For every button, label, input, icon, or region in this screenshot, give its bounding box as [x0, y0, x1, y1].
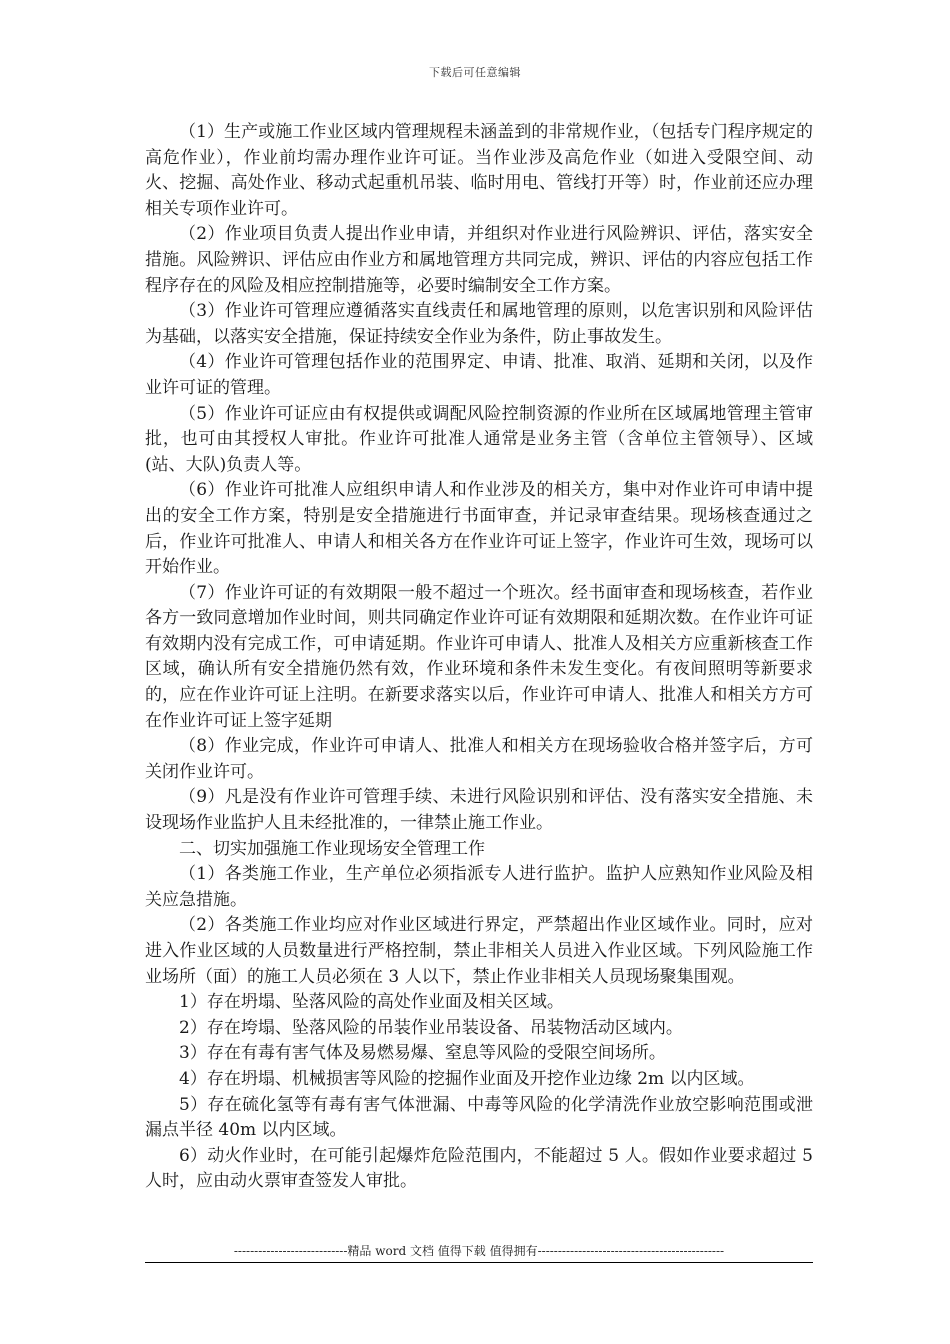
footer-divider [145, 1262, 813, 1263]
paragraph-5: （5）作业许可证应由有权提供或调配风险控制资源的作业所在区域属地管理主管审批，也可由其授权人审批。作业许可批准人通常是业务主管（含单位主管领导）、区域(站、大队)负责人等。 [145, 403, 813, 475]
paragraph-7: （7）作业许可证的有效期限一般不超过一个班次。经书面审查和现场核查，若作业各方一致同意增加作业时间，则共同确定作业许可证有效期限和延期次数。在作业许可证有效期内没有完成工作，可申请延期。作业许可申请人、批准人及相关方应重新核查工作区域，确认所有安全措施仍然有效，作业环境和条件未发生变化。有夜间照明等新要求的，应在作业许可证上注明。在新要求落实以后，作业许可申请人、批准人和相关方方可在作业许可证上签字延期 [145, 582, 813, 731]
list-item-5: 5）存在硫化氢等有毒有害气体泄漏、中毒等风险的化学清洗作业放空影响范围或泄漏点半径 40m 以内区域。 [145, 1094, 813, 1141]
paragraph-4: （4）作业许可管理包括作业的范围界定、申请、批准、取消、延期和关闭，以及作业许可证的管理。 [145, 352, 813, 398]
document-body [145, 120, 813, 1195]
list-item-3: 3）存在有毒有害气体及易燃易爆、窒息等风险的受限空间场所。 [179, 1043, 666, 1064]
paragraph-8: （8）作业完成，作业许可申请人、批准人和相关方在现场验收合格并签字后，方可关闭作业许可。 [145, 736, 813, 782]
paragraph-6: （6）作业许可批准人应组织申请人和作业涉及的相关方，集中对作业许可申请中提出的安全工作方案，特别是安全措施进行书面审查，并记录审查结果。现场核查通过之后，作业许可批准人、申请人和相关各方在作业许可证上签字，作业许可生效，现场可以开始作业。 [145, 480, 813, 578]
page-header-note: 下载后可任意编辑 [429, 66, 521, 79]
paragraph-2: （2）作业项目负责人提出作业申请，并组织对作业进行风险辨识、评估，落实安全措施。风险辨识、评估应由作业方和属地管理方共同完成，辨识、评估的内容应包括工作程序存在的风险及相应控制措施等，必要时编制安全工作方案。 [145, 224, 813, 296]
paragraph-10: （1）各类施工作业，生产单位必须指派专人进行监护。监护人应熟知作业风险及相关应急措施。 [145, 864, 813, 910]
list-item-2: 2）存在垮塌、坠落风险的吊装作业吊装设备、吊装物活动区域内。 [179, 1017, 683, 1038]
list-item-1: 1）存在坍塌、坠落风险的高处作业面及相关区域。 [179, 992, 564, 1013]
paragraph-1: （1）生产或施工作业区域内管理规程未涵盖到的非常规作业，（包括专门程序规定的高危作业），作业前均需办理作业许可证。当作业涉及高危作业（如进入受限空间、动火、挖掘、高处作业、移动式起重机吊装、临时用电、管线打开等）时，作业前还应办理相关专项作业许可。 [145, 122, 813, 219]
section-heading: 二、切实加强施工作业现场安全管理工作 [179, 838, 485, 859]
list-item-6: 6）动火作业时，在可能引起爆炸危险范围内，不能超过 5 人。假如作业要求超过 5 人时，应由动火票审查签发人审批。 [145, 1145, 813, 1192]
paragraph-9: （9）凡是没有作业许可管理手续、未进行风险识别和评估、没有落实安全措施、未设现场作业监护人且未经批准的，一律禁止施工作业。 [145, 787, 813, 834]
paragraph-3: （3）作业许可管理应遵循落实直线责任和属地管理的原则，以危害识别和风险评估为基础，以落实安全措施，保证持续安全作业为条件，防止事故发生。 [145, 301, 813, 347]
paragraph-11: （2）各类施工作业均应对作业区域进行界定，严禁超出作业区域作业。同时，应对进入作业区域的人员数量进行严格控制，禁止非相关人员进入作业区域。下列风险施工作业场所（面）的施工人员必须在 3 人以下，禁止作业非相关人员现场聚集围观。 [145, 915, 813, 987]
list-item-4: 4）存在坍塌、机械损害等风险的挖掘作业面及开挖作业边缘 2m 以内区域。 [179, 1068, 755, 1089]
page-footer-text: ----------------------------精品 word 文档 值得下载 值得拥有---------------------------------------------- [233, 1244, 725, 1258]
